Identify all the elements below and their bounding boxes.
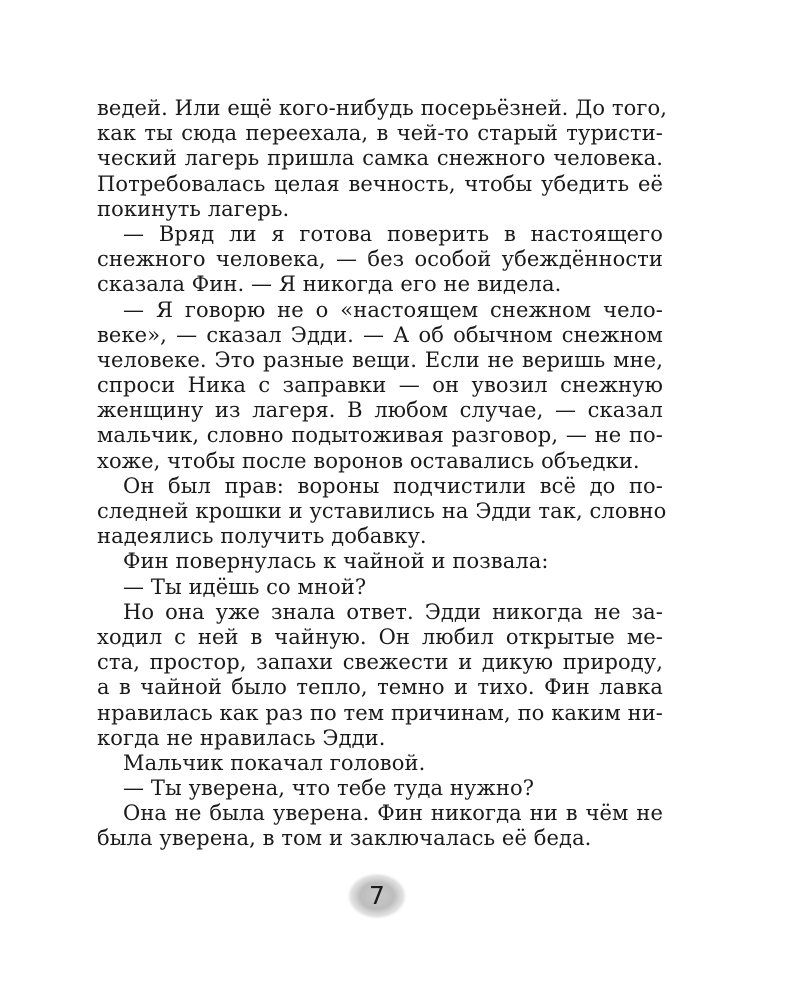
- text-line: ческий лагерь пришла самка снежного человека.: [97, 146, 663, 171]
- text-line: надеялись получить добавку.: [97, 524, 427, 549]
- page-number: 7: [369, 881, 385, 910]
- page-number-badge: [346, 872, 408, 920]
- text-line: Потребовалась целая вечность, чтобы убедить её: [97, 171, 663, 196]
- text-line: а в чайной было тепло, темно и тихо. Фин лавка: [97, 675, 663, 700]
- text-line: как ты сюда переехала, в чей-то старый туристи-: [97, 121, 663, 146]
- text-line: ходил с ней в чайную. Он любил открытые ме-: [97, 624, 663, 649]
- text-line: — Ты идёшь со мной?: [123, 574, 367, 599]
- text-line: спроси Ника с заправки — он увозил снежную: [97, 373, 663, 398]
- text-line: — Я говорю не о «настоящем снежном чело-: [123, 297, 663, 322]
- text-line: Он был прав: вороны подчистили всё до по-: [123, 473, 663, 498]
- text-line: человеке. Это разные вещи. Если не веришь мне,: [97, 347, 663, 372]
- text-line: сказала Фин. — Я никогда его не видела.: [97, 272, 562, 297]
- text-line: Но она уже знала ответ. Эдди никогда не за-: [123, 599, 663, 624]
- text-line: — Вряд ли я готова поверить в настоящего: [123, 221, 663, 246]
- text-line: ведей. Или ещё кого-нибудь посерьёзней. До того,: [97, 96, 668, 120]
- text-line: нравилась как раз по тем причинам, по каким ни-: [97, 700, 663, 725]
- text-line: веке», — сказал Эдди. — А об обычном снежном: [97, 322, 663, 347]
- page-text: [97, 96, 668, 852]
- text-line: ста, простор, запахи свежести и дикую природу,: [97, 650, 663, 675]
- text-line: мальчик, словно подытоживая разговор, — не по-: [97, 423, 663, 448]
- text-line: женщину из лагеря. В любом случае, — сказал: [97, 398, 663, 423]
- text-line: Фин повернулась к чайной и позвала:: [123, 549, 549, 574]
- text-line: была уверена, в том и заключалась её беда.: [97, 826, 592, 851]
- text-line: — Ты уверена, что тебе туда нужно?: [123, 776, 535, 801]
- text-line: Мальчик покачал головой.: [123, 750, 426, 775]
- text-line: хоже, чтобы после воронов оставались объедки.: [97, 448, 640, 473]
- text-line: снежного человека, — без особой убеждённости: [97, 247, 663, 272]
- text-line: Она не была уверена. Фин никогда ни в чём не: [123, 801, 663, 826]
- text-line: покинуть лагерь.: [97, 196, 290, 221]
- text-line: когда не нравилась Эдди.: [97, 725, 386, 750]
- text-line: следней крошки и уставились на Эдди так, словно: [97, 499, 667, 523]
